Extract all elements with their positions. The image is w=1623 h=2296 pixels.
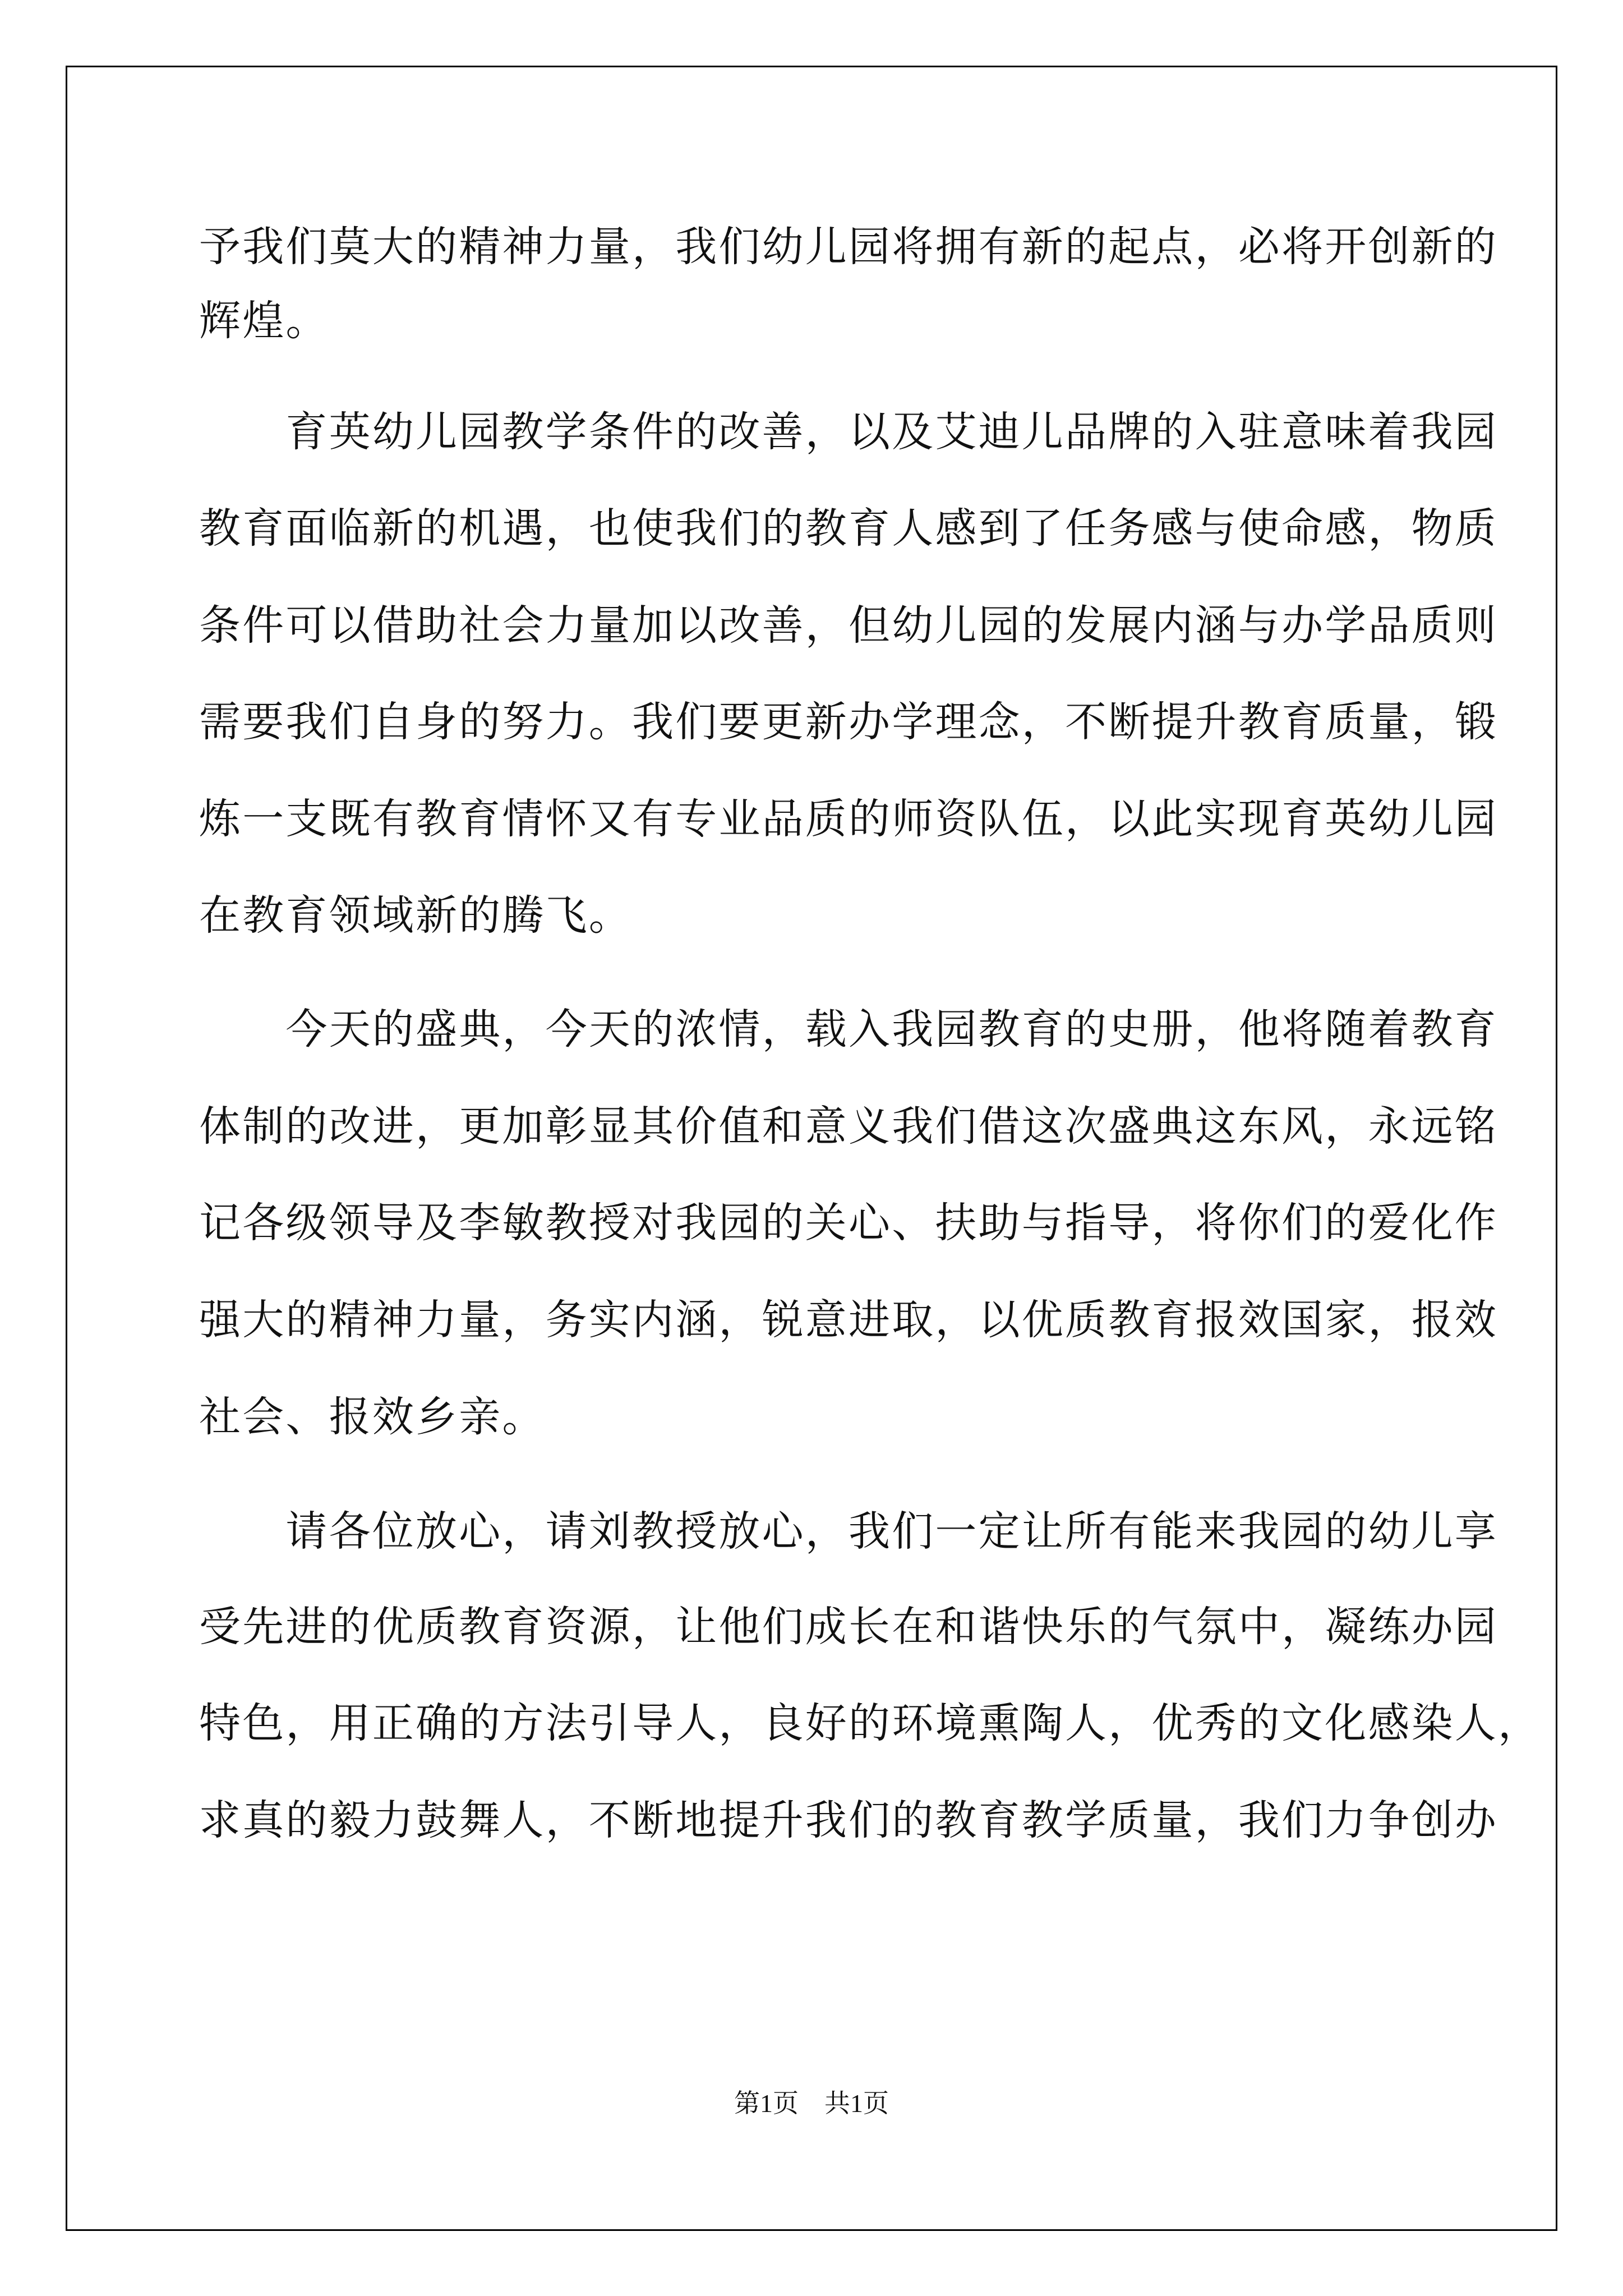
text-line: 育英幼儿园教学条件的改善，以及艾迪儿品牌的入驻意味着我园 (199, 408, 1498, 456)
page-footer (0, 2087, 1623, 2120)
text-line: 辉煌。 (199, 297, 329, 345)
text-line: 予我们莫大的精神力量，我们幼儿园将拥有新的起点，必将开创新的 (199, 223, 1498, 271)
text-line: 记各级领导及李敏教授对我园的关心、扶助与指导，将你们的爱化作 (199, 1199, 1498, 1247)
text-line: 教育面临新的机遇，也使我们的教育人感到了任务感与使命感，物质 (199, 504, 1498, 553)
text-line: 炼一支既有教育情怀又有专业品质的师资队伍，以此实现育英幼儿园 (199, 795, 1498, 843)
text-line: 请各位放心，请刘教授放心，我们一定让所有能来我园的幼儿享 (199, 1507, 1498, 1556)
text-line: 体制的改进，更加彰显其价值和意义我们借这次盛典这东风，永远铭 (199, 1102, 1498, 1151)
text-line: 在教育领域新的腾飞。 (199, 891, 632, 940)
text-line: 条件可以借助社会力量加以改善，但幼儿园的发展内涵与办学品质则 (199, 601, 1498, 650)
page-number: 第1页 共1页 (734, 2089, 889, 2118)
text-line: 社会、报效乡亲。 (199, 1393, 546, 1441)
text-line: 今天的盛典，今天的浓情，载入我园教育的史册，他将随着教育 (199, 1005, 1498, 1053)
text-line: 求真的毅力鼓舞人，不断地提升我们的教育教学质量，我们力争创办 (199, 1796, 1498, 1844)
text-line: 强大的精神力量，务实内涵，锐意进取，以优质教育报效国家，报效 (199, 1296, 1498, 1344)
text-line: 需要我们自身的努力。我们要更新办学理念，不断提升教育质量，锻 (199, 698, 1498, 746)
text-line: 受先进的优质教育资源，让他们成长在和谐快乐的气氛中，凝练办园 (199, 1603, 1498, 1651)
text-line: 特色，用正确的方法引导人，良好的环境熏陶人，优秀的文化感染人， (199, 1699, 1542, 1747)
